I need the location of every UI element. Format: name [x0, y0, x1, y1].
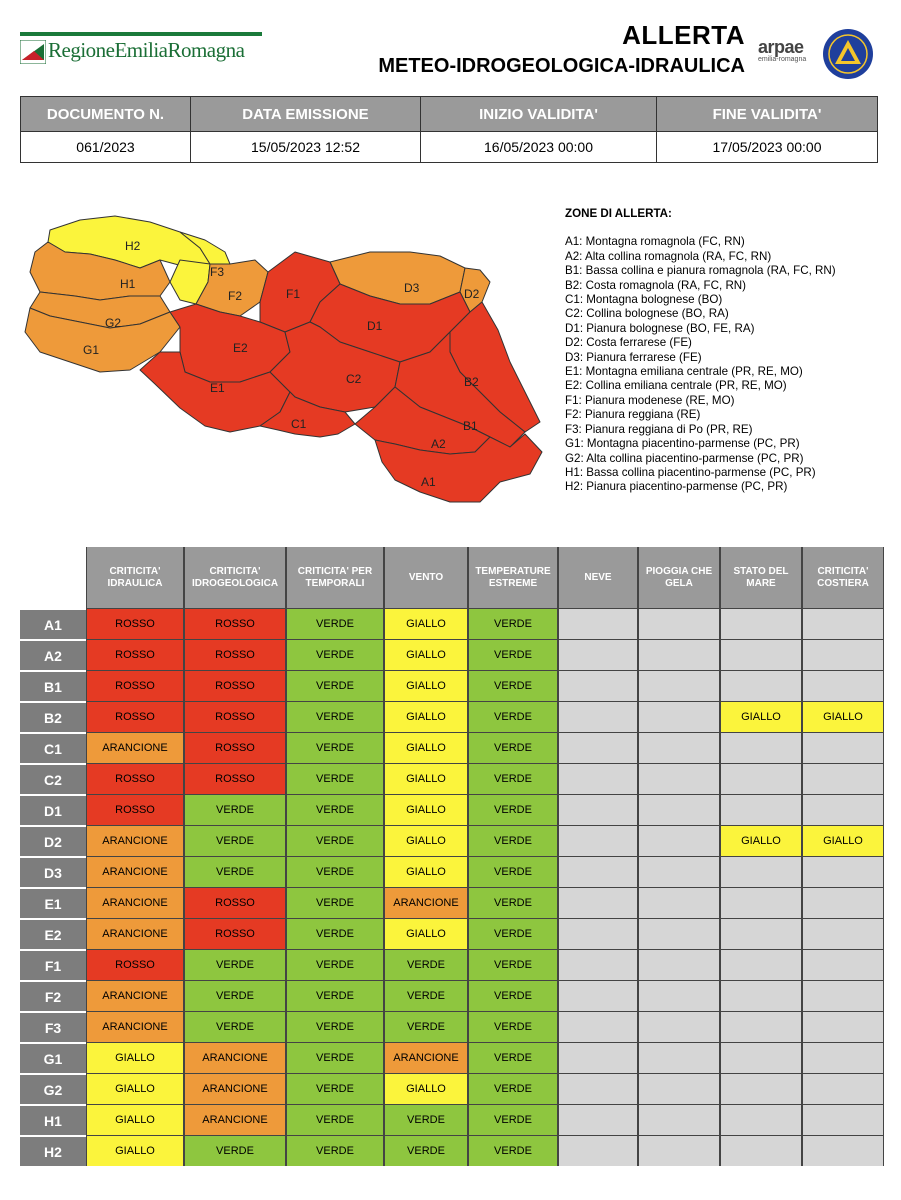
alert-level-cell: VERDE: [286, 608, 384, 639]
column-header: [286, 547, 384, 608]
alert-level-cell: GIALLO: [384, 639, 468, 670]
empty-cell: [802, 887, 884, 918]
map-label-c1: C1: [291, 417, 307, 431]
zone-legend-item: H2: Pianura piacentino-parmense (PC, PR): [565, 480, 788, 494]
alert-level-cell: VERDE: [286, 980, 384, 1011]
header-inizio-validita: INIZIO VALIDITA': [421, 97, 657, 132]
empty-cell: [558, 856, 638, 887]
alert-level-cell: VERDE: [184, 1135, 286, 1166]
map-label-b2: B2: [464, 375, 479, 389]
empty-cell: [802, 949, 884, 980]
map-label-a1: A1: [421, 475, 436, 489]
zone-code: G1: [20, 1042, 86, 1073]
column-header-line: STATO DEL: [733, 565, 789, 577]
map-label-f2: F2: [228, 289, 243, 303]
header-blank: [20, 547, 86, 608]
empty-cell: [638, 1042, 720, 1073]
empty-cell: [802, 1011, 884, 1042]
alert-level-cell: ROSSO: [86, 608, 184, 639]
alert-level-cell: ARANCIONE: [384, 887, 468, 918]
zone-legend-item: D2: Costa ferrarese (FE): [565, 336, 692, 350]
empty-cell: [558, 887, 638, 918]
zone-code: D3: [20, 856, 86, 887]
alert-level-cell: VERDE: [286, 1042, 384, 1073]
zones-legend-title: ZONE DI ALLERTA:: [565, 207, 672, 220]
alert-level-cell: VERDE: [468, 701, 558, 732]
column-header-line: COSTIERA: [817, 577, 869, 589]
empty-cell: [802, 794, 884, 825]
alert-level-cell: GIALLO: [384, 608, 468, 639]
zone-legend-item: H1: Bassa collina piacentino-parmense (PC, PR): [565, 465, 816, 479]
zone-code: F2: [20, 980, 86, 1011]
empty-cell: [720, 949, 802, 980]
map-label-e2: E2: [233, 341, 248, 355]
zone-code: E2: [20, 918, 86, 949]
empty-cell: [720, 856, 802, 887]
alert-level-cell: GIALLO: [802, 701, 884, 732]
documento-number: 061/2023: [21, 132, 191, 163]
alert-level-cell: VERDE: [184, 856, 286, 887]
alert-level-cell: VERDE: [384, 949, 468, 980]
empty-cell: [638, 887, 720, 918]
alert-level-cell: ARANCIONE: [184, 1104, 286, 1135]
alert-level-cell: GIALLO: [384, 670, 468, 701]
empty-cell: [638, 918, 720, 949]
alert-level-cell: VERDE: [286, 918, 384, 949]
alert-level-cell: VERDE: [468, 856, 558, 887]
empty-cell: [720, 918, 802, 949]
map-label-d1: D1: [367, 319, 383, 333]
zone-legend-item: C2: Collina bolognese (BO, RA): [565, 307, 729, 321]
empty-cell: [558, 1011, 638, 1042]
empty-cell: [558, 980, 638, 1011]
alert-level-cell: GIALLO: [86, 1104, 184, 1135]
alert-level-cell: VERDE: [384, 1104, 468, 1135]
column-header: [802, 547, 884, 608]
alert-level-cell: ROSSO: [184, 763, 286, 794]
empty-cell: [558, 670, 638, 701]
map-label-f1: F1: [286, 287, 301, 301]
alert-level-cell: VERDE: [384, 1135, 468, 1166]
table-row: [20, 670, 884, 701]
alert-level-cell: GIALLO: [86, 1135, 184, 1166]
empty-cell: [638, 732, 720, 763]
alert-level-cell: VERDE: [286, 949, 384, 980]
column-header: [86, 547, 184, 608]
zone-code: A2: [20, 639, 86, 670]
alert-level-cell: VERDE: [468, 1104, 558, 1135]
alert-level-cell: VERDE: [286, 670, 384, 701]
empty-cell: [802, 1135, 884, 1166]
column-header-line: ESTREME: [488, 577, 538, 589]
zone-legend-item: F2: Pianura reggiana (RE): [565, 408, 701, 422]
empty-cell: [720, 1073, 802, 1104]
empty-cell: [638, 763, 720, 794]
alert-zones-map: [20, 212, 550, 512]
fine-validita-value: 17/05/2023 00:00: [657, 132, 878, 163]
alert-level-cell: ARANCIONE: [184, 1042, 286, 1073]
alert-level-cell: VERDE: [468, 949, 558, 980]
page-title: ALLERTA: [622, 20, 745, 50]
empty-cell: [802, 1104, 884, 1135]
alert-level-cell: VERDE: [468, 794, 558, 825]
alert-level-cell: VERDE: [286, 701, 384, 732]
empty-cell: [558, 1042, 638, 1073]
alert-level-cell: ARANCIONE: [384, 1042, 468, 1073]
column-header: [184, 547, 286, 608]
column-header-line: CRITICITA' PER: [297, 565, 373, 577]
alert-level-cell: VERDE: [384, 1011, 468, 1042]
alert-table-body: [20, 608, 884, 1166]
zones-legend: [565, 207, 895, 495]
table-row: [20, 1135, 884, 1166]
map-label-d3: D3: [404, 281, 420, 295]
zone-legend-item: F1: Pianura modenese (RE, MO): [565, 393, 735, 407]
table-row: [20, 763, 884, 794]
empty-cell: [802, 670, 884, 701]
column-header: [720, 547, 802, 608]
empty-cell: [558, 825, 638, 856]
empty-cell: [802, 732, 884, 763]
zone-legend-item: E2: Collina emiliana centrale (PR, RE, MO): [565, 379, 787, 393]
alert-level-cell: ARANCIONE: [86, 918, 184, 949]
column-header-line: CRITICITA': [817, 565, 869, 577]
table-row: [20, 918, 884, 949]
alert-level-cell: GIALLO: [720, 701, 802, 732]
arpae-logo-sub: emilia-romagna: [758, 56, 807, 63]
alert-level-cell: VERDE: [468, 639, 558, 670]
empty-cell: [802, 763, 884, 794]
column-header-line: NEVE: [584, 571, 612, 583]
alert-level-cell: VERDE: [286, 856, 384, 887]
logo-text: RegioneEmiliaRomagna: [48, 38, 245, 62]
column-header-line: IDROGEOLOGICA: [191, 577, 279, 589]
zone-legend-item: F3: Pianura reggiana di Po (PR, RE): [565, 422, 753, 436]
alert-level-cell: VERDE: [286, 1104, 384, 1135]
empty-cell: [802, 918, 884, 949]
column-header-line: PIOGGIA CHE: [645, 565, 713, 577]
table-row: [20, 794, 884, 825]
alert-level-cell: VERDE: [184, 825, 286, 856]
table-row: [20, 825, 884, 856]
alert-level-cell: ROSSO: [184, 918, 286, 949]
alert-level-cell: VERDE: [184, 794, 286, 825]
zone-code: B2: [20, 701, 86, 732]
alert-level-cell: VERDE: [184, 949, 286, 980]
empty-cell: [558, 639, 638, 670]
alert-level-cell: ARANCIONE: [184, 1073, 286, 1104]
zone-legend-item: C1: Montagna bolognese (BO): [565, 293, 723, 307]
empty-cell: [558, 608, 638, 639]
map-label-g2: G2: [105, 316, 122, 330]
empty-cell: [802, 980, 884, 1011]
column-header-line: CRITICITA': [209, 565, 261, 577]
zone-code: E1: [20, 887, 86, 918]
regione-emilia-romagna-logo: [20, 32, 262, 68]
zone-legend-item: G2: Alta collina piacentino-parmense (PC, PR): [565, 451, 804, 465]
alert-level-cell: VERDE: [286, 794, 384, 825]
zone-legend-item: D1: Pianura bolognese (BO, FE, RA): [565, 321, 755, 335]
alert-level-cell: ARANCIONE: [86, 887, 184, 918]
alert-level-cell: ROSSO: [86, 763, 184, 794]
alert-level-cell: GIALLO: [720, 825, 802, 856]
alert-level-cell: ROSSO: [86, 639, 184, 670]
empty-cell: [558, 1104, 638, 1135]
empty-cell: [802, 1073, 884, 1104]
alert-level-cell: GIALLO: [384, 794, 468, 825]
empty-cell: [802, 856, 884, 887]
alert-level-cell: VERDE: [384, 980, 468, 1011]
empty-cell: [638, 701, 720, 732]
empty-cell: [638, 980, 720, 1011]
empty-cell: [720, 763, 802, 794]
empty-cell: [720, 639, 802, 670]
map-label-c2: C2: [346, 372, 362, 386]
table-row: [20, 1042, 884, 1073]
empty-cell: [638, 794, 720, 825]
alert-level-cell: VERDE: [286, 732, 384, 763]
table-row: [20, 980, 884, 1011]
alert-level-cell: ROSSO: [86, 794, 184, 825]
empty-cell: [720, 980, 802, 1011]
empty-cell: [802, 639, 884, 670]
empty-cell: [638, 1104, 720, 1135]
table-row: [20, 949, 884, 980]
empty-cell: [638, 1011, 720, 1042]
column-header: [558, 547, 638, 608]
alert-level-cell: VERDE: [286, 1073, 384, 1104]
alert-level-cell: VERDE: [286, 639, 384, 670]
alert-level-cell: ROSSO: [184, 608, 286, 639]
alert-level-cell: VERDE: [468, 1011, 558, 1042]
alert-level-cell: VERDE: [286, 825, 384, 856]
table-row: [20, 1104, 884, 1135]
alert-level-cell: VERDE: [184, 1011, 286, 1042]
table-row: [20, 856, 884, 887]
zones-list: [565, 235, 895, 494]
alert-level-cell: ROSSO: [184, 887, 286, 918]
alert-level-cell: ARANCIONE: [86, 980, 184, 1011]
alert-level-cell: ROSSO: [86, 949, 184, 980]
column-header-line: CRITICITA': [109, 565, 161, 577]
column-header-line: TEMPORALI: [305, 577, 365, 589]
map-label-g1: G1: [83, 343, 100, 357]
empty-cell: [638, 1073, 720, 1104]
header-data-emissione: DATA EMISSIONE: [191, 97, 421, 132]
empty-cell: [720, 1135, 802, 1166]
alert-level-cell: ARANCIONE: [86, 1011, 184, 1042]
empty-cell: [638, 1135, 720, 1166]
zone-code: H2: [20, 1135, 86, 1166]
zone-legend-item: B2: Costa romagnola (RA, FC, RN): [565, 278, 747, 292]
alert-level-cell: ROSSO: [184, 639, 286, 670]
alert-table-header-row: [20, 547, 884, 608]
empty-cell: [720, 887, 802, 918]
alert-level-cell: ROSSO: [86, 670, 184, 701]
map-label-h1: H1: [120, 277, 136, 291]
zone-code: H1: [20, 1104, 86, 1135]
column-header-line: IDRAULICA: [107, 577, 163, 589]
header-documento: DOCUMENTO N.: [21, 97, 191, 132]
empty-cell: [638, 825, 720, 856]
alert-level-cell: ARANCIONE: [86, 732, 184, 763]
alert-table: [20, 547, 884, 1166]
map-label-e1: E1: [210, 381, 225, 395]
column-header: [384, 547, 468, 608]
alert-level-cell: VERDE: [468, 825, 558, 856]
alert-level-cell: VERDE: [468, 887, 558, 918]
table-row: [20, 1011, 884, 1042]
protezione-civile-logo-icon: [822, 28, 874, 80]
alert-level-cell: GIALLO: [86, 1042, 184, 1073]
empty-cell: [720, 1042, 802, 1073]
alert-level-cell: ARANCIONE: [86, 825, 184, 856]
alert-level-cell: GIALLO: [384, 1073, 468, 1104]
zone-code: A1: [20, 608, 86, 639]
empty-cell: [558, 918, 638, 949]
empty-cell: [638, 639, 720, 670]
arpae-logo-text: arpae: [758, 37, 804, 57]
zone-legend-item: E1: Montagna emiliana centrale (PR, RE, MO): [565, 365, 803, 379]
arpae-logo: [758, 37, 818, 71]
column-header-line: TEMPERATURE: [475, 565, 551, 577]
document-info-header-row: [21, 97, 878, 132]
zone-legend-item: D3: Pianura ferrarese (FE): [565, 350, 702, 364]
alert-level-cell: VERDE: [468, 670, 558, 701]
table-row: [20, 701, 884, 732]
alert-level-cell: VERDE: [468, 918, 558, 949]
column-header-line: VENTO: [408, 571, 444, 583]
alert-level-cell: GIALLO: [384, 918, 468, 949]
zone-legend-item: G1: Montagna piacentino-parmense (PC, PR): [565, 437, 800, 451]
alert-level-cell: VERDE: [468, 1135, 558, 1166]
empty-cell: [638, 856, 720, 887]
empty-cell: [558, 732, 638, 763]
empty-cell: [638, 949, 720, 980]
zone-code: F1: [20, 949, 86, 980]
column-header: [468, 547, 558, 608]
document-info-table: [20, 96, 878, 163]
region-mark-icon: [20, 40, 46, 64]
alert-level-cell: VERDE: [468, 732, 558, 763]
alert-level-cell: VERDE: [286, 1011, 384, 1042]
empty-cell: [720, 670, 802, 701]
column-header: [638, 547, 720, 608]
zone-legend-item: B1: Bassa collina e pianura romagnola (RA, FC, RN): [565, 264, 836, 278]
alert-level-cell: GIALLO: [384, 763, 468, 794]
alert-level-cell: VERDE: [468, 608, 558, 639]
zone-code: G2: [20, 1073, 86, 1104]
empty-cell: [558, 763, 638, 794]
header-fine-validita: FINE VALIDITA': [657, 97, 878, 132]
table-row: [20, 1073, 884, 1104]
empty-cell: [802, 608, 884, 639]
alert-level-cell: GIALLO: [384, 856, 468, 887]
alert-level-cell: VERDE: [286, 1135, 384, 1166]
table-row: [20, 732, 884, 763]
empty-cell: [558, 794, 638, 825]
empty-cell: [720, 1104, 802, 1135]
logo-bar: [20, 32, 262, 36]
zone-code: F3: [20, 1011, 86, 1042]
alert-level-cell: ARANCIONE: [86, 856, 184, 887]
empty-cell: [720, 794, 802, 825]
alert-level-cell: ROSSO: [184, 732, 286, 763]
empty-cell: [802, 1042, 884, 1073]
column-header-line: GELA: [665, 577, 693, 589]
document-info-value-row: [21, 132, 878, 163]
table-row: [20, 887, 884, 918]
inizio-validita-value: 16/05/2023 00:00: [421, 132, 657, 163]
empty-cell: [558, 701, 638, 732]
alert-level-cell: ROSSO: [184, 701, 286, 732]
empty-cell: [558, 949, 638, 980]
table-row: [20, 608, 884, 639]
alert-level-cell: GIALLO: [384, 825, 468, 856]
alert-level-cell: VERDE: [286, 887, 384, 918]
map-label-a2: A2: [431, 437, 446, 451]
empty-cell: [638, 608, 720, 639]
alert-level-cell: VERDE: [184, 980, 286, 1011]
zone-code: C1: [20, 732, 86, 763]
zone-code: B1: [20, 670, 86, 701]
map-label-d2: D2: [464, 287, 480, 301]
data-emissione-value: 15/05/2023 12:52: [191, 132, 421, 163]
alert-level-cell: ROSSO: [86, 701, 184, 732]
empty-cell: [720, 1011, 802, 1042]
map-label-h2: H2: [125, 239, 141, 253]
table-row: [20, 639, 884, 670]
alert-level-cell: ROSSO: [184, 670, 286, 701]
zone-code: D2: [20, 825, 86, 856]
alert-level-cell: VERDE: [468, 980, 558, 1011]
alert-level-cell: VERDE: [286, 763, 384, 794]
empty-cell: [720, 608, 802, 639]
zone-legend-item: A2: Alta collina romagnola (RA, FC, RN): [565, 249, 772, 263]
empty-cell: [558, 1073, 638, 1104]
alert-level-cell: GIALLO: [384, 732, 468, 763]
map-label-f3: F3: [210, 265, 225, 279]
alert-level-cell: VERDE: [468, 1073, 558, 1104]
zone-code: D1: [20, 794, 86, 825]
alert-level-cell: VERDE: [468, 1042, 558, 1073]
empty-cell: [638, 670, 720, 701]
zone-code: C2: [20, 763, 86, 794]
page-subtitle: METEO-IDROGEOLOGICA-IDRAULICA: [378, 55, 745, 77]
column-header-line: MARE: [746, 577, 776, 589]
empty-cell: [720, 732, 802, 763]
empty-cell: [558, 1135, 638, 1166]
map-label-b1: B1: [463, 419, 478, 433]
alert-level-cell: GIALLO: [384, 701, 468, 732]
alert-level-cell: VERDE: [468, 763, 558, 794]
zone-legend-item: A1: Montagna romagnola (FC, RN): [565, 235, 745, 249]
alert-level-cell: GIALLO: [802, 825, 884, 856]
alert-level-cell: GIALLO: [86, 1073, 184, 1104]
